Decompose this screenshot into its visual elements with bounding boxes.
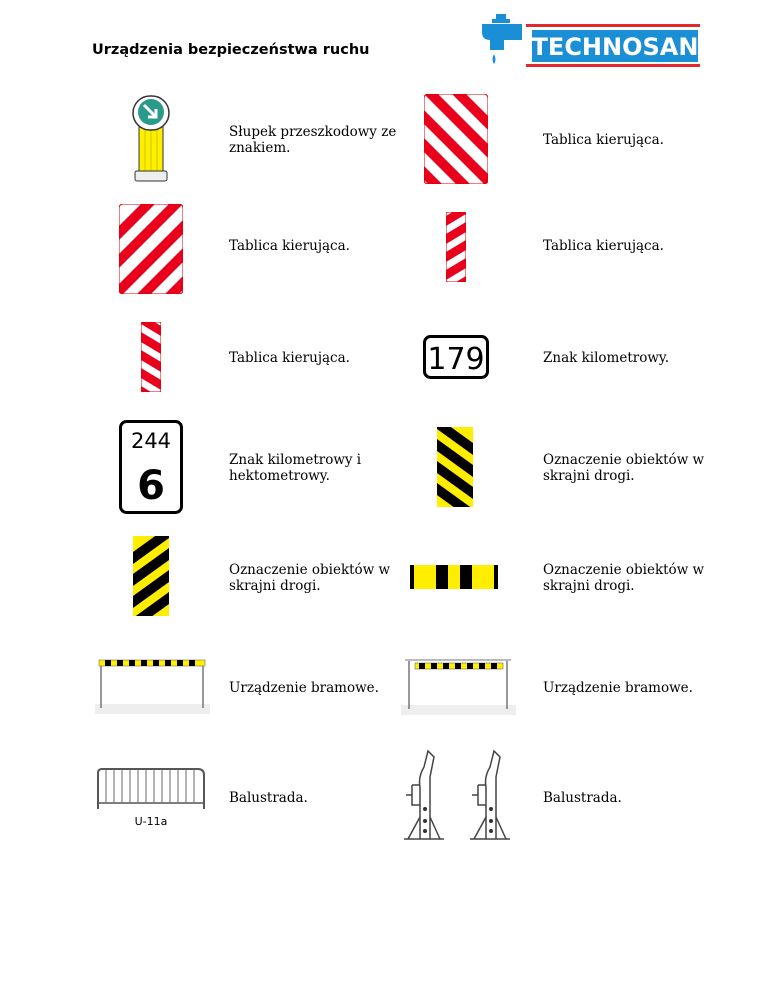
item-label: Tablica kierująca. — [543, 132, 664, 148]
item-label: Balustrada. — [229, 790, 308, 806]
svg-text:6: 6 — [137, 463, 165, 509]
barrier-post-icon — [400, 747, 524, 843]
item-label: Słupek przeszkodowy ze znakiem. — [229, 124, 397, 156]
item-label: Oznaczenie obiektów w skrajni drogi. — [229, 562, 391, 594]
page-title: Urządzenia bezpieczeństwa ruchu — [92, 42, 370, 58]
item-label: Urządzenie bramowe. — [543, 680, 693, 696]
guide-board-icon — [119, 204, 183, 294]
item-label: Oznaczenie obiektów w skrajni drogi. — [543, 562, 705, 594]
technosan-logo — [470, 10, 702, 70]
narrow-guide-board-icon — [446, 212, 466, 282]
item-label: Urządzenie bramowe. — [229, 680, 379, 696]
km-hm-sign-icon — [119, 420, 183, 514]
barrier-icon — [94, 765, 208, 831]
hazard-marker-icon — [437, 427, 473, 507]
obstacle-post-icon — [131, 95, 171, 183]
item-label: Tablica kierująca. — [229, 350, 350, 366]
item-label: Tablica kierująca. — [229, 238, 350, 254]
item-label: Balustrada. — [543, 790, 622, 806]
item-label: Znak kilometrowy. — [543, 350, 670, 366]
hazard-marker-icon — [133, 536, 169, 616]
svg-text:244: 244 — [130, 429, 172, 453]
svg-text:TECHNOSAN: TECHNOSAN — [531, 33, 699, 61]
svg-text:179: 179 — [427, 342, 485, 377]
gantry-icon — [401, 657, 516, 717]
gantry-icon — [95, 656, 210, 716]
guide-board-icon — [424, 94, 488, 184]
narrow-guide-board-icon — [141, 322, 161, 392]
item-label: Tablica kierująca. — [543, 238, 664, 254]
horizontal-hazard-marker-icon — [410, 565, 498, 589]
kilometer-sign-icon — [423, 335, 489, 379]
item-label: Znak kilometrowy i hektometrowy. — [229, 452, 362, 484]
item-label: Oznaczenie obiektów w skrajni drogi. — [543, 452, 705, 484]
svg-text:U-11a: U-11a — [134, 815, 168, 828]
